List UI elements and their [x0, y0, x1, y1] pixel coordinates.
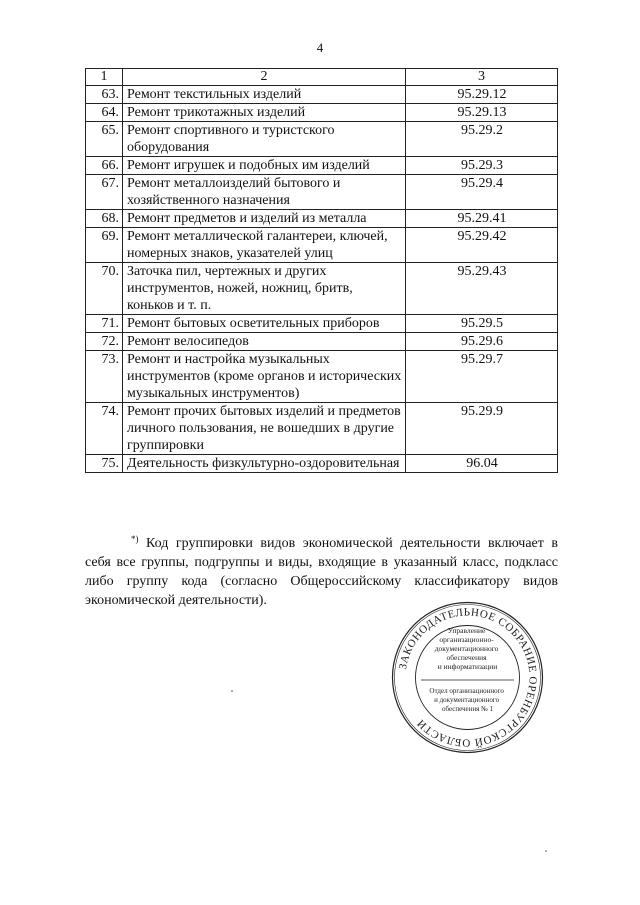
scan-speck — [231, 690, 233, 692]
row-activity-code: 95.29.6 — [406, 333, 558, 351]
row-activity-name: Ремонт игрушек и подобных им изделий — [123, 157, 406, 175]
row-activity-name: Ремонт металлоизделий бытового и хозяйственного назначения — [123, 175, 406, 210]
table-row — [86, 210, 558, 228]
header-col-2: 2 — [123, 69, 406, 86]
row-activity-name: Ремонт металлической галантереи, ключей, номерных знаков, указателей улиц — [123, 228, 406, 263]
row-number: 65. — [86, 122, 123, 157]
row-activity-name: Деятельность физкультурно-оздоровительная — [123, 455, 406, 473]
row-activity-name: Ремонт спортивного и туристского оборудования — [123, 122, 406, 157]
header-col-1: 1 — [86, 69, 123, 86]
table-header-row — [86, 69, 558, 86]
table-row — [86, 122, 558, 157]
row-activity-name: Ремонт бытовых осветительных приборов — [123, 315, 406, 333]
table-row — [86, 175, 558, 210]
table-row — [86, 315, 558, 333]
seal-outer-ring — [393, 603, 543, 753]
row-activity-code: 95.29.7 — [406, 351, 558, 403]
row-activity-code: 95.29.2 — [406, 122, 558, 157]
table-row — [86, 228, 558, 263]
table-row — [86, 455, 558, 473]
table-row — [86, 86, 558, 104]
table-row — [86, 403, 558, 455]
table-row — [86, 157, 558, 175]
footnote — [85, 530, 558, 610]
row-number: 68. — [86, 210, 123, 228]
row-activity-name: Заточка пил, чертежных и других инструментов, ножей, ножниц, бритв, коньков и т. п. — [123, 263, 406, 315]
row-activity-code: 95.29.41 — [406, 210, 558, 228]
seal-ring-text: ЗАКОНОДАТЕЛЬНОЕ СОБРАНИЕ ОРЕНБУРГСКОЙ ОБЛАСТИ — [397, 606, 539, 749]
row-number: 70. — [86, 263, 123, 315]
footnote-marker: *) — [131, 534, 139, 544]
row-activity-code: 95.29.9 — [406, 403, 558, 455]
row-activity-name: Ремонт прочих бытовых изделий и предметов личного пользования, не вошедших в другие группировки — [123, 403, 406, 455]
row-activity-code: 95.29.12 — [406, 86, 558, 104]
row-activity-name: Ремонт и настройка музыкальных инструментов (кроме органов и исторических музыкальных инструментов) — [123, 351, 406, 403]
row-number: 69. — [86, 228, 123, 263]
row-activity-name: Ремонт велосипедов — [123, 333, 406, 351]
header-col-3: 3 — [406, 69, 558, 86]
row-activity-code: 95.29.13 — [406, 104, 558, 122]
seal-upper-block: Управление организационно- документационного обеспечения и информатизации — [434, 626, 499, 671]
row-number: 73. — [86, 351, 123, 403]
row-activity-name: Ремонт трикотажных изделий — [123, 104, 406, 122]
official-seal — [390, 600, 545, 755]
row-number: 63. — [86, 86, 123, 104]
row-activity-name: Ремонт текстильных изделий — [123, 86, 406, 104]
row-activity-code: 96.04 — [406, 455, 558, 473]
table-row — [86, 263, 558, 315]
row-activity-code: 95.29.42 — [406, 228, 558, 263]
row-number: 75. — [86, 455, 123, 473]
activity-codes-table — [85, 68, 558, 473]
footnote-text: Код группировки видов экономической деятельности включает в себя все группы, подгруппы и виды, входящие в указанный класс, подкласс либо группу кода (согласно Общероссийскому классификатору видов экономической деятельности). — [85, 536, 558, 608]
row-activity-code: 95.29.5 — [406, 315, 558, 333]
scan-speck — [545, 850, 547, 852]
row-number: 74. — [86, 403, 123, 455]
page-number: 4 — [316, 40, 324, 55]
table-row — [86, 333, 558, 351]
seal-lower-block: Отдел организационного и документационного обеспечения № 1 — [429, 687, 504, 713]
row-activity-name: Ремонт предметов и изделий из металла — [123, 210, 406, 228]
seal-graphic — [390, 600, 545, 755]
table-row — [86, 104, 558, 122]
row-activity-code: 95.29.4 — [406, 175, 558, 210]
row-number: 67. — [86, 175, 123, 210]
row-number: 71. — [86, 315, 123, 333]
row-number: 66. — [86, 157, 123, 175]
row-number: 64. — [86, 104, 123, 122]
row-activity-code: 95.29.3 — [406, 157, 558, 175]
table-row — [86, 351, 558, 403]
row-number: 72. — [86, 333, 123, 351]
row-activity-code: 95.29.43 — [406, 263, 558, 315]
